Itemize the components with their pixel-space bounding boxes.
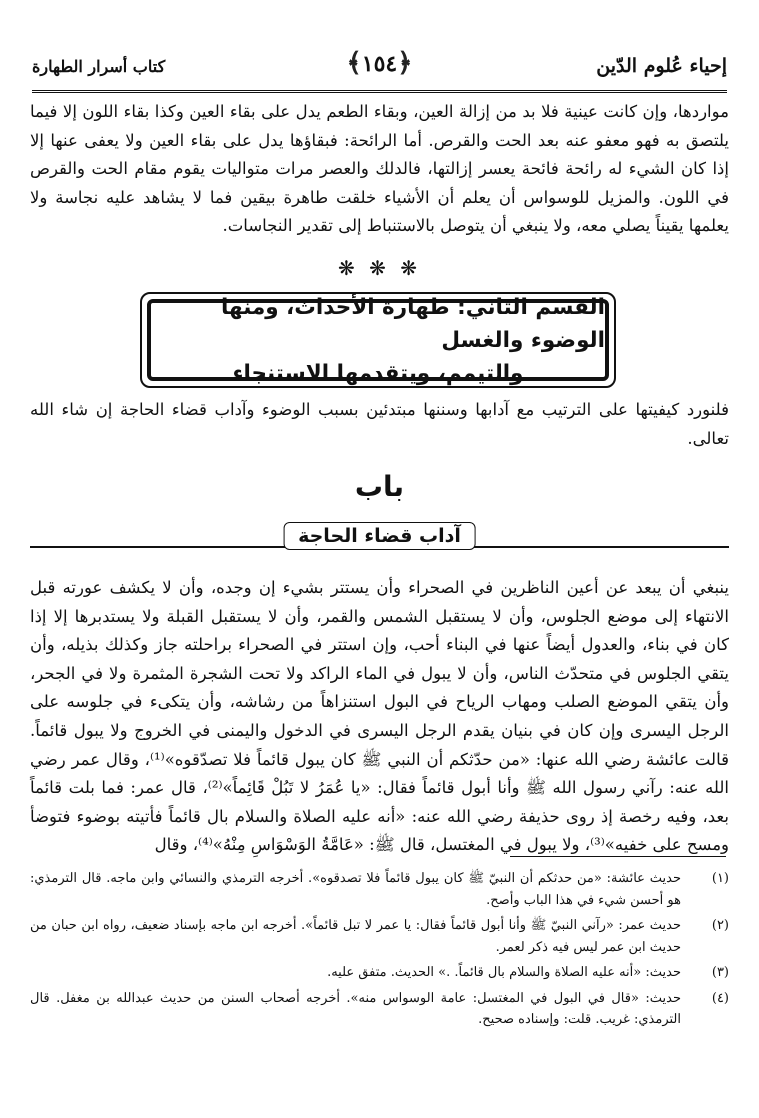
ornament-bracket-right: ﴿: [397, 48, 413, 78]
ornament-bracket-left: ﴾: [346, 48, 362, 78]
subheading: آداب قضاء الحاجة: [283, 522, 476, 550]
footnote-text: حديث عائشة: «من حدثكم أن النبيّ ﷺ كان يبول قائماً فلا تصدقوه». أخرجه الترمذي والنسائي وابن ماجه. قال الترمذي: هو أحسن شيء في هذا الباب وأصح.: [30, 871, 681, 908]
footnote: [30, 962, 729, 984]
section-intro-paragraph: فلنورد كيفيتها على الترتيب مع آدابها وسننها مبتدئين بسبب الوضوء وآداب قضاء الحاجة إن شاء الله تعالى.: [30, 400, 729, 448]
footnote-number: (٢): [711, 918, 729, 933]
footnote-text: حديث عمر: «رآني النبيّ ﷺ وأنا أبول قائماً فقال: يا عمر لا تبل قائماً». أخرجه ابن ماجه بإسناد ضعيف، رواه ابن حبان من حديث ابن عمر ليس فيه ذكر لعمر.: [30, 918, 681, 955]
chapter-title: كتاب أسرار الطهارة: [32, 56, 166, 76]
footnote: [30, 988, 729, 1031]
page-number: ١٥٤: [361, 51, 398, 77]
footnote-rule: [510, 856, 726, 857]
section-heading-line1: القسم الثاني: طهارة الأحداث، ومنها الوضوء والغسل: [220, 294, 605, 353]
footnote: [30, 915, 729, 958]
page-number-wrap: [347, 48, 413, 78]
footnotes: [30, 868, 729, 1035]
star-separator: ❋ ❋ ❋: [338, 256, 421, 280]
book-title: إحياء عُلوم الدّين: [596, 55, 727, 77]
section-heading-inner: [147, 294, 609, 386]
footnote-number: (٤): [711, 990, 729, 1006]
page-header: [32, 40, 727, 92]
section-heading-frame: [140, 292, 616, 388]
footnote-text: حديث: «قال في البول في المغتسل: عامة الوسواس منه». أخرجه أصحاب السنن من حديث عبدالله بن مغفل. قال الترمذي: غريب. قلت: وإسناده صحيح.: [30, 990, 681, 1027]
footnote: [30, 868, 729, 911]
body-paragraph: ينبغي أن يبعد عن أعين الناظرين في الصحراء وأن يستتر بشيء إن وجده، وأن لا يكشف عورته قبل الانتهاء إلى موضع الجلوس، وأن لا يستقبل الشمس والقمر، وأن لا يستقبل القبلة ولا يستدبرها إلا إذا كان في بناء، والعدول أيضاً عنها في البناء أحب، وإن استتر في الصحراء براحلته جاز وكذلك بذيله، وأن يتقي الجلوس في متحدّث الناس، وأن لا يبول في الماء الراكد ولا تحت الشجرة المثمرة ولا في الجحر، وأن يتقي الموضع الصلب ومهاب الرياح في البول استنزاهاً من رشاشه، وأن يتكىء في جلوسه على الرجل اليسرى وإن كان في بنيان يقدم الرجل اليسرى في الدخول واليمنى في الخروج ولا يبول قائماً. قالت عائشة رضي الله عنها: «من حدّثكم أن النبي ﷺ كان يبول قائماً فلا تصدّقوه»⁽¹⁾، وقال عمر رضي الله عنه: رآني رسول الله ﷺ وأنا أبول قائماً فقال: «يا عُمَرُ لا تَبُلْ قَائِماً»⁽²⁾، قال عمر: فما بلت قائماً بعد، وفيه رخصة إذ روى حذيفة رضي الله عنه: «أنه عليه الصلاة والسلام بال قائماً فأتيته بوضوء فتوضأ ومسح على خفيه»⁽³⁾، ولا يبول في المغتسل، قال ﷺ: «عَامَّةُ الوَسْوَاسِ مِنْهُ»⁽⁴⁾، وقال: [30, 578, 730, 855]
intro-paragraph: مواردها، وإن كانت عينية فلا بد من إزالة العين، وبقاء الطعم يدل على بقاء العين وكذا بقاء اللون إلا فيما يلتصق به فهو معفو عنه بعد الحت والقرص. أما الرائحة: فبقاؤها يدل على بقاء العين ولا يعفى عنها إلا إذا كان الشيء له رائحة فائحة يعسر إزالتها، فالدلك والعصر مرات متواليات يقوم مقام الحت والقرص في اللون. والمزيل للوسواس أن يعلم أن الأشياء خلقت طاهرة بيقين فما لا يشاهد عليه نجاسة ولا يعلمها يقيناً يصلي معه، ولا ينبغي أن يتوصل بالاستنباط إلى تقدير النجاسات.: [30, 102, 729, 236]
subheading-wrap: [30, 518, 729, 568]
footnote-number: (٣): [711, 965, 729, 980]
footnote-number: (١): [711, 871, 729, 886]
section-heading-line2: والتيمم، ويتقدمها الاستنجاء: [232, 360, 524, 386]
header-rule: [32, 90, 727, 93]
footnote-text: حديث: «أنه عليه الصلاة والسلام بال قائماً. .» الحديث. متفق عليه.: [327, 965, 681, 980]
chapter-heading: باب: [354, 470, 405, 503]
